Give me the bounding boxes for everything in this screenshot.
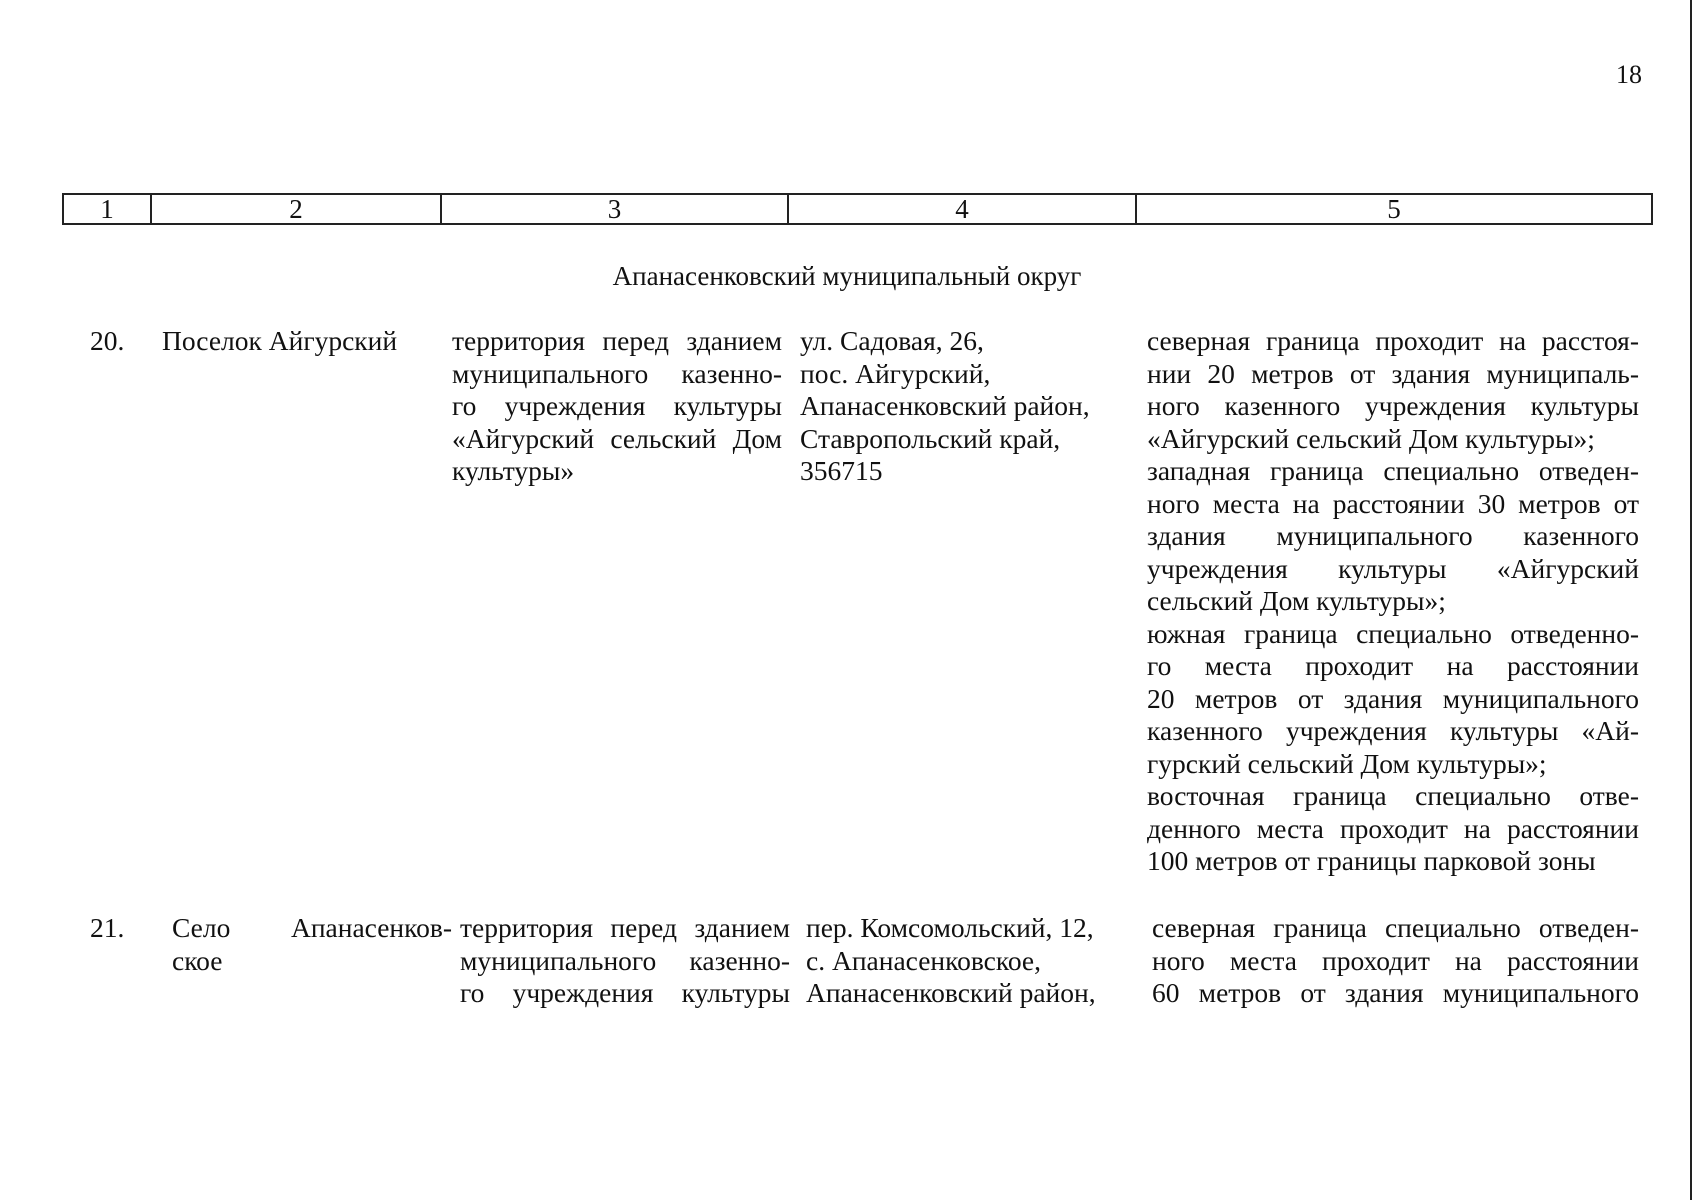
header-col-1: 1 (63, 194, 151, 224)
boundary-line: гурский сельский Дом культуры»; (1147, 747, 1547, 779)
description-line: территория перед зданием (460, 912, 790, 943)
boundary-line: го места проходит на расстоянии (1147, 650, 1639, 681)
description-line: муниципального казенно- (460, 944, 790, 976)
address-line: Апанасенковский район, (806, 977, 1096, 1008)
header-col-3: 3 (441, 194, 788, 224)
address (800, 325, 1130, 488)
entry-number: 20. (90, 325, 125, 356)
boundary-line: северная граница специально отведен- (1152, 912, 1639, 943)
address-line: пос. Айгурский, (800, 357, 991, 389)
address-line: с. Апанасенковское, (806, 944, 1041, 976)
page-number: 18 (1616, 60, 1642, 89)
location-description (452, 325, 782, 488)
settlement-name-part: Апанасенков- (290, 912, 452, 943)
settlement-name (172, 912, 472, 977)
header-col-4: 4 (788, 194, 1136, 224)
settlement-name-line: Поселок Айгурский (162, 325, 398, 356)
column-number-header (62, 193, 1653, 225)
description-line: го учреждения культуры (460, 977, 790, 1008)
header-row (63, 194, 1652, 224)
page-right-edge-line (1690, 0, 1692, 1200)
boundary-line: казенного учреждения культуры «Ай- (1147, 715, 1639, 746)
settlement-name-line: ское (172, 944, 223, 976)
header-col-5: 5 (1136, 194, 1652, 224)
boundary-line: южная граница специально отведенно- (1147, 617, 1639, 649)
entry-number: 21. (90, 912, 125, 943)
boundary-line: учреждения культуры «Айгурский (1147, 552, 1639, 584)
settlement-name-part: Село (172, 912, 231, 943)
boundary-line: 20 метров от здания муниципального (1147, 682, 1639, 714)
description-line: территория перед зданием (452, 325, 782, 356)
boundary-line: ного места проходит на расстоянии (1152, 944, 1639, 976)
boundary-line: северная граница проходит на расстоя- (1147, 325, 1639, 356)
boundary-line: сельский Дом культуры»; (1147, 585, 1446, 616)
boundary-line: здания муниципального казенного (1147, 520, 1639, 551)
address-line: пер. Комсомольский, 12, (806, 912, 1094, 943)
section-title: Апанасенковский муниципальный округ (612, 261, 1082, 291)
address-line: Ставропольский край, (800, 422, 1061, 454)
boundary-description (1152, 912, 1639, 1010)
boundary-line: 100 метров от границы парковой зоны (1147, 845, 1596, 876)
location-description (460, 912, 790, 1010)
boundary-line: ного казенного учреждения культуры (1147, 390, 1639, 421)
description-line: культуры» (452, 455, 575, 486)
boundary-line: ного места на расстоянии 30 метров от (1147, 487, 1639, 519)
address-line: 356715 (800, 455, 883, 486)
boundary-description (1147, 325, 1639, 878)
description-line: го учреждения культуры (452, 390, 782, 421)
description-line: муниципального казенно- (452, 357, 782, 389)
boundary-line: западная граница специально отведен- (1147, 455, 1639, 486)
description-line: «Айгурский сельский Дом (452, 422, 782, 454)
settlement-name (162, 325, 462, 358)
boundary-line: 60 метров от здания муниципального (1152, 977, 1639, 1008)
address-line: Апанасенковский район, (800, 390, 1090, 421)
address (806, 912, 1136, 1010)
boundary-line: денного места проходит на расстоянии (1147, 812, 1639, 844)
boundary-line: нии 20 метров от здания муниципаль- (1147, 357, 1639, 389)
boundary-line: «Айгурский сельский Дом культуры»; (1147, 422, 1595, 454)
address-line: ул. Садовая, 26, (800, 325, 984, 356)
header-col-2: 2 (151, 194, 441, 224)
boundary-line: восточная граница специально отве- (1147, 780, 1639, 811)
settlement-name-line (172, 912, 452, 945)
